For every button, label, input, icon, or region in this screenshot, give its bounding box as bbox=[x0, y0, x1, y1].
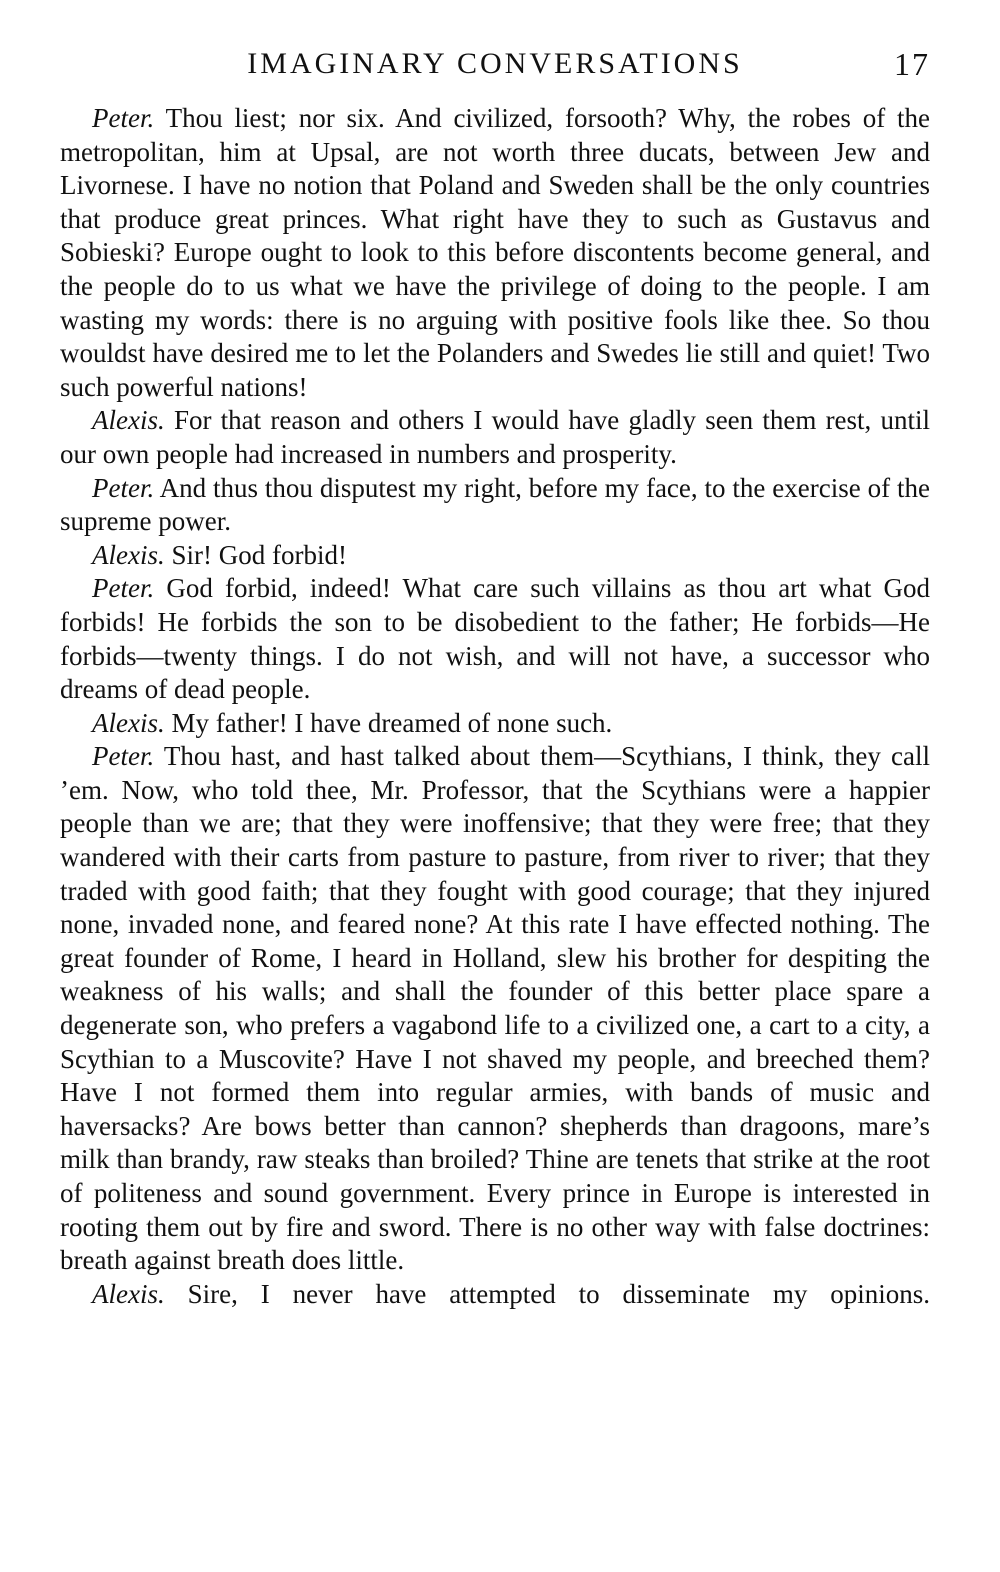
speaker-name: Peter. bbox=[92, 573, 155, 604]
speech-text: And thus thou disputest my right, before my face, to the exercise of the supreme power. bbox=[60, 472, 930, 537]
speech-text: For that reason and others I would have gladly seen them rest, until our own people had increased in numbers and prosperity. bbox=[60, 405, 931, 469]
dialogue-paragraph bbox=[60, 572, 930, 706]
dialogue-paragraph bbox=[60, 472, 930, 539]
running-head bbox=[60, 44, 930, 84]
dialogue-paragraph bbox=[60, 707, 930, 741]
speaker-name: Alexis. bbox=[92, 707, 165, 738]
speech-text: Thou hast, and hast talked about them—Scythians, I think, they call ’em. Now, who told thee, Mr. Professor, that the Scythians were a happier people than we are; that they were inoffensive; that they were free; that they wandered with their carts from pasture to pasture, from river to river; that they traded with good faith; that they fought with good courage; that they injured none, invaded none, and feared none? At this rate I have effected nothing. The great founder of Rome, I heard in Holland, slew his brother for despiting the weakness of his walls; and shall the founder of this better place spare a degenerate son, who prefers a vagabond life to a civilized one, a cart to a city, a Scythian to a Muscovite? Have I not shaved my people, and breeched them? Have I not formed them into regular armies, with bands of music and haversacks? Are bows better than cannon? shepherds than dragoons, mare’s milk than brandy, raw steaks than broiled? Thine are tenets that strike at the root of politeness and sound government. Every prince in Europe is interested in rooting them out by fire and sword. There is no other way with false doctrines: breath against breath does little. bbox=[60, 741, 930, 1276]
dialogue-text bbox=[60, 102, 930, 1311]
speaker-name: Alexis. bbox=[92, 1278, 165, 1309]
speech-text: God forbid, indeed! What care such villains as thou art what God forbids! He forbids the son to be disobedient to the father; He forbids—He forbids—twenty things. I do not wish, and will not have, a successor who dreams of dead people. bbox=[60, 573, 931, 705]
speaker-name: Peter. bbox=[92, 103, 155, 133]
speaker-name: Alexis. bbox=[92, 539, 165, 570]
dialogue-paragraph bbox=[60, 404, 930, 471]
speaker-name: Alexis. bbox=[92, 405, 165, 436]
page-number: 17 bbox=[894, 46, 930, 82]
dialogue-paragraph bbox=[60, 1278, 930, 1312]
speaker-name: Peter. bbox=[92, 472, 155, 503]
dialogue-paragraph bbox=[60, 539, 930, 573]
dialogue-paragraph bbox=[60, 102, 930, 404]
speech-text: My father! I have dreamed of none such. bbox=[171, 707, 613, 738]
speech-text: Thou liest; nor six. And civilized, forsooth? Why, the robes of the metropolitan, him at Upsal, are not worth three ducats, between Jew and Livornese. I have no notion that Poland and Sweden shall be the only countries that produce great princes. What right have they to such as Gustavus and Sobieski? Europe ought to look to this before discontents become general, and the people do to us what we have the privilege of doing to the people. I am wasting my words: there is no arguing with positive fools like thee. So thou wouldst have desired me to let the Polanders and Swedes lie still and quiet! Two such powerful nations! bbox=[60, 103, 930, 402]
running-title: IMAGINARY CONVERSATIONS bbox=[247, 47, 743, 80]
speech-text: Sir! God forbid! bbox=[171, 539, 347, 570]
dialogue-paragraph bbox=[60, 740, 930, 1278]
speaker-name: Peter. bbox=[92, 741, 155, 772]
speech-text: Sire, I never have attempted to disseminate my opinions. bbox=[187, 1278, 931, 1309]
